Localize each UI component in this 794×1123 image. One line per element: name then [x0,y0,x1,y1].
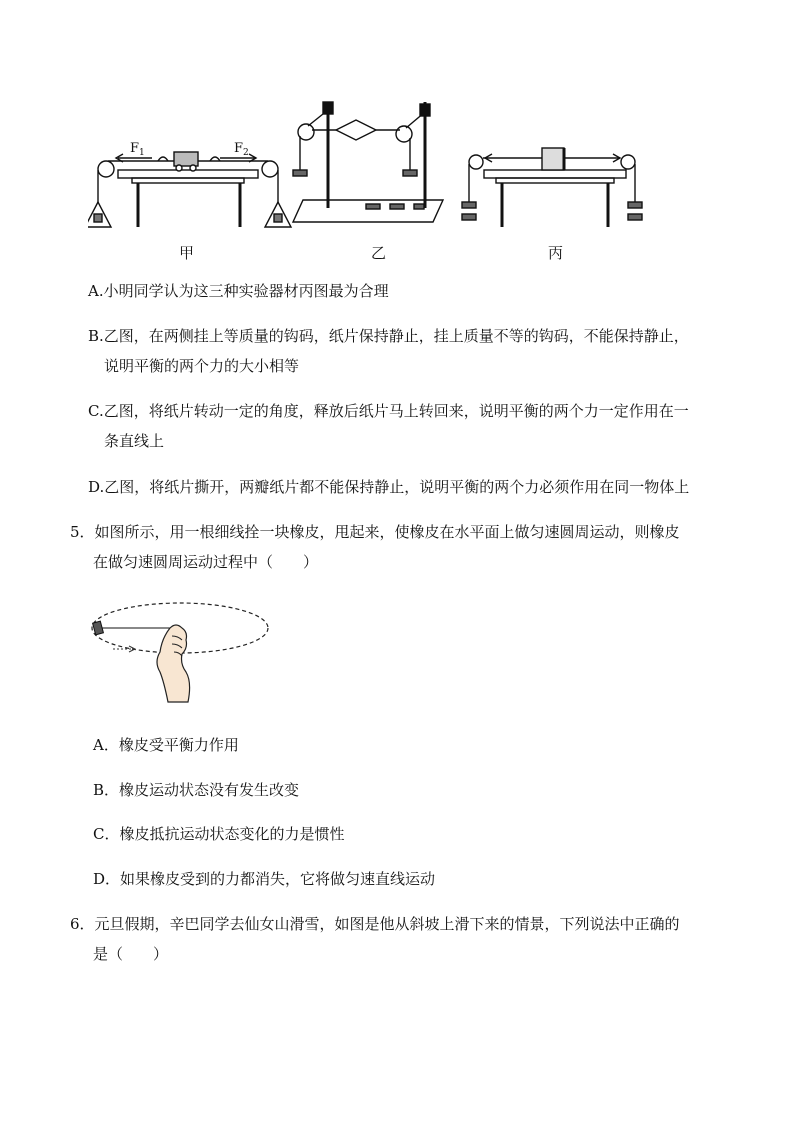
apparatus-bing [462,148,642,227]
q5-stem-line2: 在做匀速圆周运动过程中（ ） [93,553,319,571]
force-label-f2: $F_2$ [234,141,249,158]
figure-q4 [88,92,648,237]
q4-option-c: C.乙图，将纸片转动一定的角度，释放后纸片马上转回来，说明平衡的两个力一定作用在一 [88,402,689,420]
q4-option-d: D.乙图，将纸片撕开，两瓣纸片都不能保持静止，说明平衡的两个力必须作用在同一物体上 [88,478,690,496]
force-label-f1: $F_1$ [130,141,145,158]
q6-stem-line2: 是（ ） [93,945,169,963]
q5-option-c: C．橡皮抵抗运动状态变化的力是惯性 [93,825,345,843]
q4-option-b-cont: 说明平衡的两个力的大小相等 [104,357,300,375]
q5-stem-line1: 5．如图所示，用一根细线拴一块橡皮，甩起来，使橡皮在水平面上做匀速圆周运动，则橡皮 [70,523,680,541]
q4-option-a: A.小明同学认为这三种实验器材丙图最为合理 [88,282,389,300]
apparatus-yi [293,102,443,222]
q6-stem-line1: 6．元旦假期，辛巴同学去仙女山滑雪，如图是他从斜坡上滑下来的情景，下列说法中正确的 [70,915,680,933]
q4-option-c-cont: 条直线上 [104,432,165,450]
q4-option-b: B.乙图，在两侧挂上等质量的钩码，纸片保持静止，挂上质量不等的钩码，不能保持静止， [88,327,689,345]
q5-option-b: B．橡皮运动状态没有发生改变 [93,781,300,799]
figure-q5-rubber-circle [88,598,273,708]
caption-yi: 乙 [371,244,387,262]
q5-option-a: A．橡皮受平衡力作用 [93,736,239,754]
caption-bing: 丙 [548,244,564,262]
q5-option-d: D．如果橡皮受到的力都消失，它将做匀速直线运动 [93,870,436,888]
caption-jia: 甲 [179,244,195,262]
apparatus-jia [88,152,291,227]
